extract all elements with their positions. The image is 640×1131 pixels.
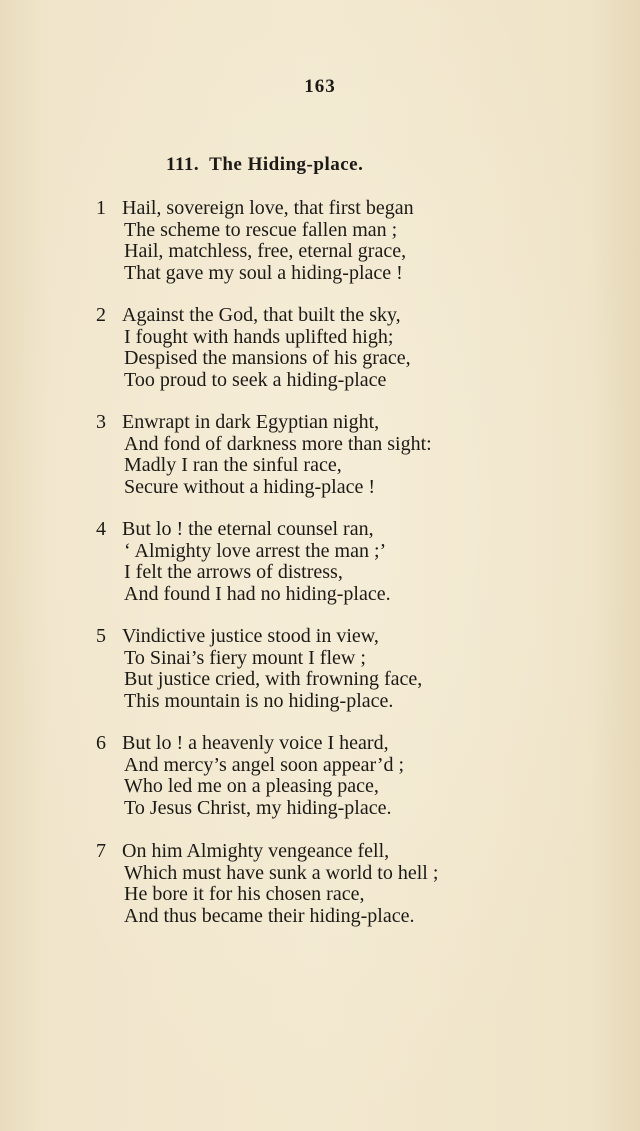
verse-line: Too proud to seek a hiding-place xyxy=(124,368,387,391)
verse-line: But lo ! the eternal counsel ran, xyxy=(122,518,374,540)
hymn-heading xyxy=(166,154,363,176)
verse-4 xyxy=(96,519,391,605)
verse-line: And thus became their hiding-place. xyxy=(124,904,415,927)
verse-line: To Sinai’s fiery mount I flew ; xyxy=(124,646,366,669)
verse-line: He bore it for his chosen race, xyxy=(124,883,365,905)
verse-line: Secure without a hiding-place ! xyxy=(124,475,376,498)
verse-number: 6 xyxy=(96,732,106,754)
hymn-title: The Hiding-place. xyxy=(209,154,364,175)
verse-line: To Jesus Christ, my hiding-place. xyxy=(124,796,392,819)
verse-line: And mercy’s angel soon appear’d ; xyxy=(124,753,405,776)
verse-line: Who led me on a pleasing pace, xyxy=(124,775,379,797)
verse-line: I fought with hands uplifted high; xyxy=(124,325,394,348)
verse-line: But lo ! a heavenly voice I heard, xyxy=(122,732,389,754)
verse-3 xyxy=(96,412,432,498)
verse-line: Enwrapt in dark Egyptian night, xyxy=(122,411,380,433)
verse-number: 3 xyxy=(96,411,106,433)
verse-line: Hail, sovereign love, that first began xyxy=(122,197,414,219)
verse-line: Vindictive justice stood in view, xyxy=(122,625,379,647)
verse-5 xyxy=(96,626,422,712)
verse-7 xyxy=(96,841,438,927)
verse-line: I felt the arrows of distress, xyxy=(124,561,343,583)
verse-line: On him Almighty vengeance fell, xyxy=(122,840,390,862)
verse-number: 1 xyxy=(96,197,106,219)
verse-line: Hail, matchless, free, eternal grace, xyxy=(124,240,407,262)
verse-line: Madly I ran the sinful race, xyxy=(124,454,342,476)
verse-number: 7 xyxy=(96,840,106,862)
verse-number: 2 xyxy=(96,304,106,326)
verse-line: Despised the mansions of his grace, xyxy=(124,347,411,369)
verse-line: And fond of darkness more than sight: xyxy=(124,432,432,455)
verse-line: Against the God, that built the sky, xyxy=(122,304,401,326)
verse-6 xyxy=(96,733,404,819)
verse-number: 5 xyxy=(96,625,106,647)
verse-1 xyxy=(96,198,414,284)
verse-line: That gave my soul a hiding-place ! xyxy=(124,261,403,284)
verse-line: ‘ Almighty love arrest the man ;’ xyxy=(124,539,387,562)
verse-line: But justice cried, with frowning face, xyxy=(124,668,423,690)
verse-2 xyxy=(96,305,411,391)
verse-line: And found I had no hiding-place. xyxy=(124,582,391,605)
verse-line: This mountain is no hiding-place. xyxy=(124,689,394,712)
page-number: 163 xyxy=(304,76,336,97)
verse-line: The scheme to rescue fallen man ; xyxy=(124,218,398,241)
verse-line: Which must have sunk a world to hell ; xyxy=(124,861,439,884)
hymn-number: 111. xyxy=(166,154,200,175)
verse-number: 4 xyxy=(96,518,106,540)
